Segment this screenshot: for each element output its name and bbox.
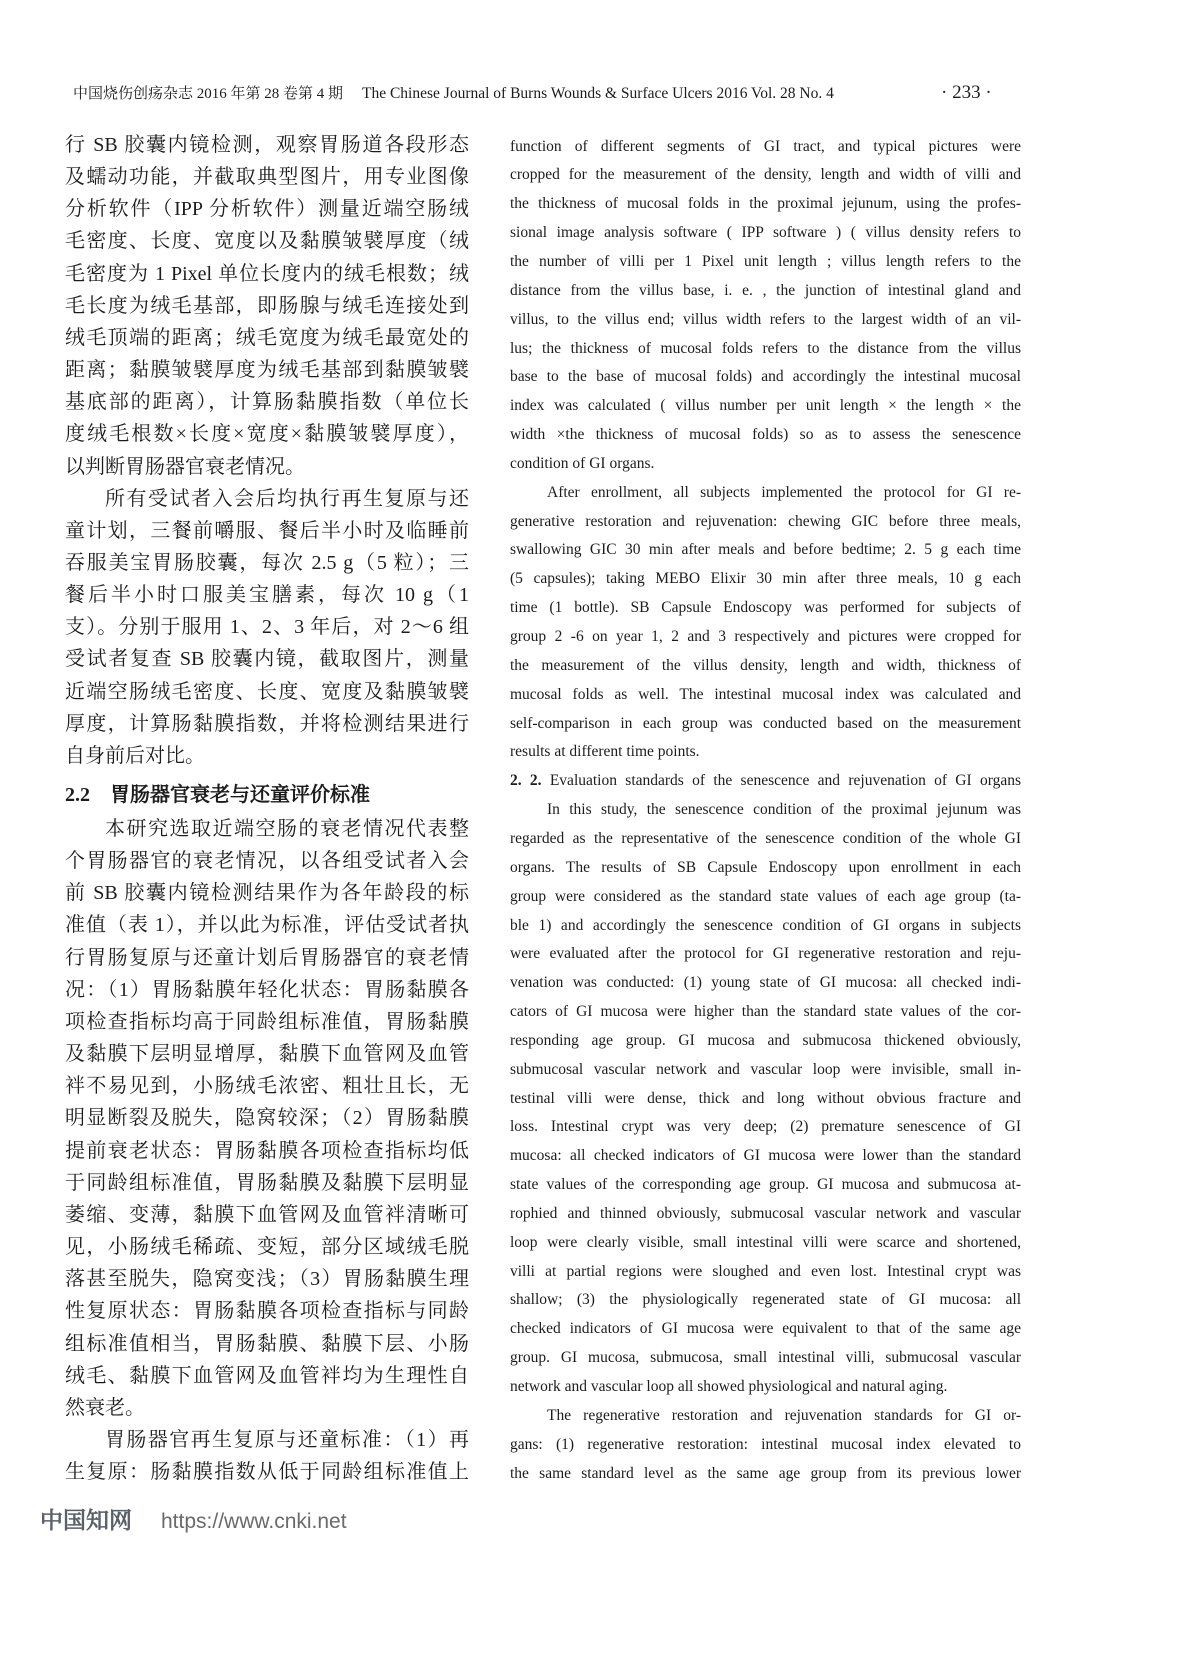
text-line: 组标准值相当，胃肠黏膜、黏膜下层、小肠 (65, 1332, 469, 1355)
text-line: checked indicators of GI mucosa were equivalent to that of the same age (510, 1320, 1021, 1338)
text-line: 提前衰老状态：胃肠黏膜各项检查指标均低 (65, 1139, 469, 1162)
text-line: 胃肠器官再生复原与还童标准：（1）再 (105, 1428, 469, 1451)
text-line: cators of GI mucosa were higher than the standard state values of the cor- (510, 1003, 1021, 1021)
text-line: 餐后半小时口服美宝膳素，每次 10 g（1 (65, 584, 469, 607)
text-line: function of different segments of GI tract, and typical pictures were (510, 137, 1021, 155)
text-line: villus, to the villus end; villus width refers to the largest width of an vil- (510, 310, 1021, 328)
text-line: state values of the corresponding age group. GI mucosa and submucosa at- (510, 1176, 1021, 1194)
text-line: time (1 bottle). SB Capsule Endoscopy was performed for subjects of (510, 599, 1021, 617)
text-line: lus; the thickness of mucosal folds refers to the distance from the villus (510, 339, 1021, 357)
text-line: 生复原：肠黏膜指数从低于同龄组标准值上 (65, 1461, 469, 1484)
text-line: regarded as the representative of the senescence condition of the whole GI (510, 829, 1021, 847)
section-title: Evaluation standards of the senescence and rejuvenation of GI organs (549, 772, 1022, 790)
text-line: 基底部的距离），计算肠黏膜指数（单位长 (65, 391, 469, 414)
text-line: 行 SB 胶囊内镜检测，观察胃肠道各段形态 (65, 134, 469, 156)
text-line: width ×the thickness of mucosal folds) so as to assess the senescence (510, 426, 1021, 444)
text-line: gans: (1) regenerative restoration: intestinal mucosal index elevated to (510, 1435, 1021, 1453)
text-line: The regenerative restoration and rejuvenation standards for GI or- (547, 1407, 1021, 1424)
english-paragraph-3 (510, 796, 1021, 1402)
chinese-paragraph-3 (65, 813, 469, 1424)
text-line: 前 SB 胶囊内镜检测结果作为各年龄段的标 (65, 882, 469, 905)
text-line: 萎缩、变薄，黏膜下血管网及血管袢清晰可 (65, 1203, 469, 1226)
text-line: 以判断胃肠器官衰老情况。 (65, 455, 305, 478)
text-line: 于同龄组标准值，胃肠黏膜及黏膜下层明显 (65, 1171, 469, 1194)
text-line: loop were clearly visible, small intestinal villi were scarce and shortened, (510, 1233, 1021, 1251)
text-line: results at different time points. (510, 743, 700, 761)
english-section-heading (510, 767, 1021, 796)
text-line: group were considered as the standard state values of each age group (ta- (510, 887, 1021, 905)
heading-line (510, 767, 1021, 796)
text-line: 绒毛、黏膜下血管网及血管袢均为生理性自 (65, 1364, 469, 1387)
text-line: generative restoration and rejuvenation: chewing GIC before three meals, (510, 512, 1021, 530)
text-line: ble 1) and accordingly the senescence condition of GI organs in subjects (510, 916, 1021, 934)
journal-header-english: The Chinese Journal of Burns Wounds & Surface Ulcers 2016 Vol. 28 No. 4 (362, 85, 834, 102)
text-line: 毛密度、长度、宽度以及黏膜皱襞厚度（绒 (65, 230, 469, 253)
chinese-paragraph-2 (65, 483, 469, 772)
text-line: self-comparison in each group was conducted based on the measurement (510, 714, 1021, 732)
text-line: In this study, the senescence condition of the proximal jejunum was (547, 801, 1021, 819)
cnki-watermark-url: https://www.cnki.net (161, 1510, 347, 1533)
english-paragraph-1 (510, 133, 1021, 479)
text-line: submucosal vascular network and vascular loop were invisible, small in- (510, 1060, 1021, 1078)
text-line: testinal villi were dense, thick and long without obvious fracture and (510, 1089, 1021, 1107)
text-line: the measurement of the villus density, length and width, thickness of (510, 656, 1021, 674)
text-line: rophied and thinned obviously, submucosal vascular network and vascular (510, 1204, 1021, 1222)
text-line: responding age group. GI mucosa and submucosa thickened obviously, (510, 1031, 1021, 1049)
chinese-paragraph-1 (65, 129, 469, 483)
text-line: 童计划，三餐前嚼服、餐后半小时及临睡前 (65, 519, 469, 542)
text-line: 绒毛顶端的距离；绒毛宽度为绒毛最宽处的 (65, 326, 469, 349)
text-line: 吞服美宝胃肠胶囊，每次 2.5 g（5 粒）；三 (65, 551, 469, 574)
text-line: 毛长度为绒毛基部，即肠腺与绒毛连接处到 (65, 294, 469, 317)
text-line: 本研究选取近端空肠的衰老情况代表整 (105, 818, 469, 840)
chinese-section-heading (65, 779, 370, 811)
text-line: condition of GI organs. (510, 454, 655, 472)
text-line: mucosal folds as well. The intestinal mucosal index was calculated and (510, 685, 1021, 703)
text-line: 性复原状态：胃肠黏膜各项检查指标与同龄 (65, 1300, 469, 1323)
text-line: 毛密度为 1 Pixel 单位长度内的绒毛根数；绒 (65, 262, 469, 285)
text-line: 及蠕动功能，并截取典型图片，用专业图像 (65, 166, 469, 189)
text-line: distance from the villus base, i. e. , the junction of intestinal gland and (510, 281, 1021, 299)
text-line: 所有受试者入会后均执行再生复原与还 (105, 487, 469, 510)
text-line: group 2 -6 on year 1, 2 and 3 respectively and pictures were cropped for (510, 628, 1021, 646)
text-line: villi at partial regions were sloughed and even lost. Intestinal crypt was (510, 1262, 1021, 1280)
journal-header-chinese: 中国烧伤创疡杂志 2016 年第 28 卷第 4 期 (73, 86, 344, 102)
text-line: cropped for the measurement of the density, length and width of villi and (510, 166, 1021, 184)
text-line: the number of villi per 1 Pixel unit length ; villus length refers to the (510, 252, 1021, 270)
text-line: swallowing GIC 30 min after meals and before bedtime; 2. 5 g each time (510, 541, 1021, 559)
text-line: 及黏膜下层明显增厚，黏膜下血管网及血管 (65, 1043, 469, 1066)
section-number: 2. 2. (510, 772, 542, 790)
text-line: 项检查指标均高于同龄组标准值，胃肠黏膜 (65, 1010, 469, 1033)
text-line: 况：（1）胃肠黏膜年轻化状态：胃肠黏膜各 (65, 978, 469, 1001)
text-line: 厚度，计算肠黏膜指数，并将检测结果进行 (65, 712, 469, 735)
text-line: the same standard level as the same age group from its previous lower (510, 1464, 1021, 1482)
text-line: 支）。分别于服用 1、2、3 年后，对 2～6 组 (65, 616, 469, 639)
text-line: 行胃肠复原与还童计划后胃肠器官的衰老情 (65, 946, 469, 969)
page-number: · 233 · (941, 82, 992, 103)
text-line: mucosa: all checked indicators of GI mucosa were lower than the standard (510, 1147, 1021, 1165)
text-line: shallow; (3) the physiologically regenerated state of GI mucosa: all (510, 1291, 1021, 1309)
english-paragraph-4 (510, 1402, 1021, 1489)
text-line: 落甚至脱失，隐窝变浅；（3）胃肠黏膜生理 (65, 1268, 469, 1291)
text-line: 分析软件（IPP 分析软件）测量近端空肠绒 (65, 198, 469, 221)
text-line: 袢不易见到，小肠绒毛浓密、粗壮且长，无 (65, 1075, 469, 1098)
english-paragraph-2 (510, 479, 1021, 767)
section-title: 胃肠器官衰老与还童评价标准 (110, 784, 370, 806)
text-line: 距离；黏膜皱襞厚度为绒毛基部到黏膜皱襞 (65, 359, 469, 382)
text-line: 自身前后对比。 (65, 744, 205, 767)
text-line: venation was conducted: (1) young state of GI mucosa: all checked indi- (510, 974, 1021, 992)
text-line: 然衰老。 (65, 1396, 145, 1419)
text-line: were evaluated after the protocol for GI regenerative restoration and reju- (510, 945, 1021, 963)
text-line: sional image analysis software ( IPP software ) ( villus density refers to (510, 224, 1021, 242)
text-line: group. GI mucosa, submucosa, small intestinal villi, submucosal vascular (510, 1349, 1021, 1367)
chinese-paragraph-4 (65, 1424, 469, 1488)
cnki-watermark-logo-text: 中国知网 (40, 1507, 132, 1533)
text-line: After enrollment, all subjects implemented the protocol for GI re- (547, 483, 1021, 501)
text-line: the thickness of mucosal folds in the proximal jejunum, using the profes- (510, 195, 1021, 213)
text-line: 近端空肠绒毛密度、长度、宽度及黏膜皱襞 (65, 680, 469, 703)
text-line: 受试者复查 SB 胶囊内镜，截取图片，测量 (65, 648, 469, 671)
text-line: network and vascular loop all showed physiological and natural aging. (510, 1378, 948, 1396)
text-line: index was calculated ( villus number per unit length × the length × the (510, 397, 1021, 415)
text-line: 准值（表 1），并以此为标准，评估受试者执 (65, 914, 469, 937)
text-line: 见，小肠绒毛稀疏、变短，部分区域绒毛脱 (65, 1236, 469, 1259)
section-number: 2.2 (65, 784, 90, 806)
text-line: organs. The results of SB Capsule Endoscopy upon enrollment in each (510, 858, 1021, 876)
text-line: base to the base of mucosal folds) and accordingly the intestinal mucosal (510, 368, 1021, 386)
text-line: (5 capsules); taking MEBO Elixir 30 min after three meals, 10 g each (510, 570, 1021, 588)
text-line: 个胃肠器官的衰老情况，以各组受试者入会 (65, 850, 469, 873)
text-line: loss. Intestinal crypt was very deep; (2) premature senescence of GI (510, 1118, 1021, 1136)
text-line: 明显断裂及脱失，隐窝较深；（2）胃肠黏膜 (65, 1107, 469, 1130)
text-line: 度绒毛根数×长度×宽度×黏膜皱襞厚度）， (65, 423, 469, 446)
